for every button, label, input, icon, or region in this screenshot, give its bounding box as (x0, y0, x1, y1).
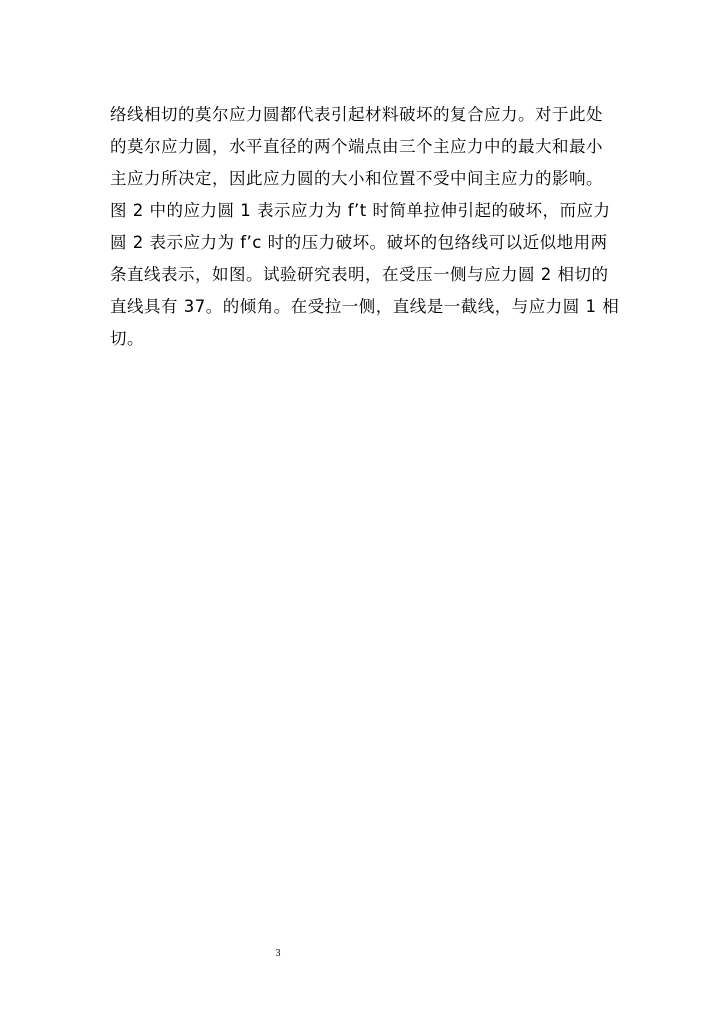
text-line: 图 2 中的应力圆 1 表示应力为 f’t 时简单拉伸引起的破坏，而应力 (110, 201, 611, 220)
text-line: 条直线表示，如图。试验研究表明，在受压一侧与应力圆 2 相切的 (110, 265, 609, 284)
page-number: 3 (275, 948, 281, 959)
text-line: 络线相切的莫尔应力圆都代表引起材料破坏的复合应力。对于此处 (110, 105, 603, 124)
text-line: 直线具有 37。的倾角。在受拉一侧，直线是一截线，与应力圆 1 相 (110, 297, 620, 316)
text-line: 切。 (110, 329, 144, 348)
text-line: 主应力所决定，因此应力圆的大小和位置不受中间主应力的影响。 (110, 169, 603, 188)
text-line: 圆 2 表示应力为 f’c 时的压力破坏。破坏的包络线可以近似地用两 (110, 233, 608, 252)
text-line: 的莫尔应力圆，水平直径的两个端点由三个主应力中的最大和最小 (110, 137, 603, 156)
body-paragraph (110, 99, 620, 355)
